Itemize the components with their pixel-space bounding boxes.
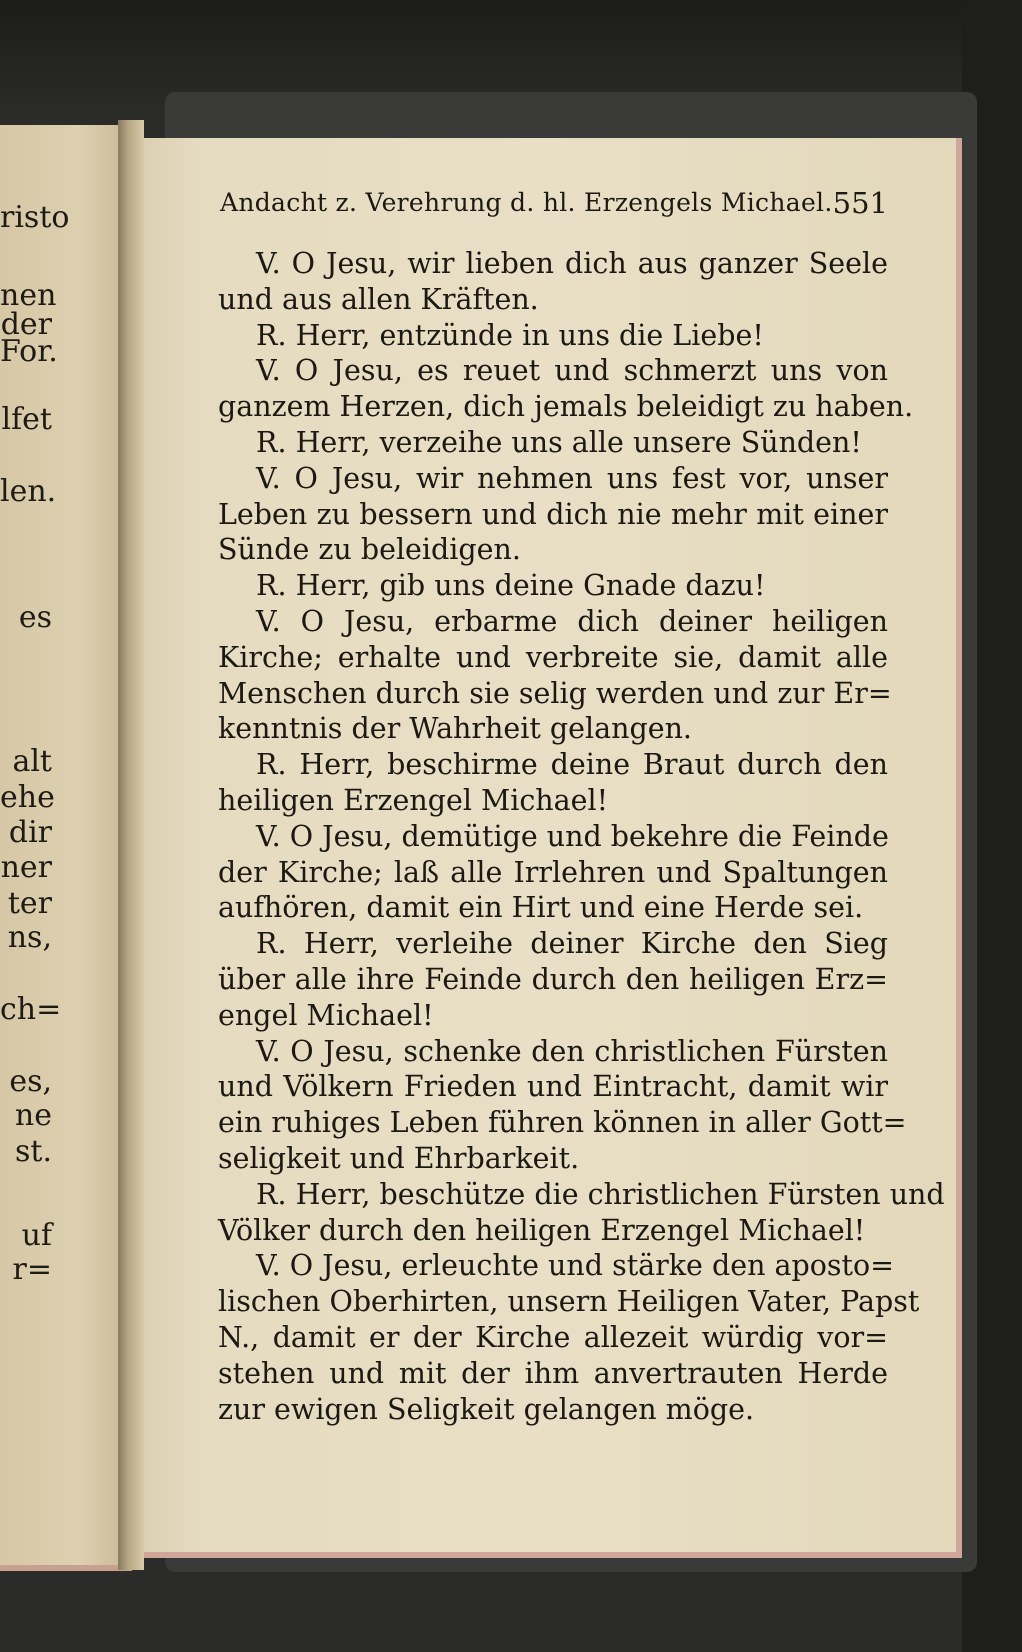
text-line: lischen Oberhirten, unsern Heiligen Vater, Papst [218, 1285, 920, 1319]
left-page-fragment: ch= [0, 992, 62, 1027]
verse-block [218, 604, 892, 747]
text-line: Völker durch den heiligen Erzengel Michael! [218, 1213, 866, 1247]
previous-page-edge [0, 125, 132, 1571]
left-page-fragment: risto [0, 200, 70, 235]
left-page-fragment: dir [8, 815, 52, 850]
text-line: Sünde zu beleidigen. [218, 533, 521, 567]
verse-block [218, 1177, 945, 1249]
text-line: stehen und mit der ihm anvertrauten Herde [218, 1356, 888, 1390]
text-line: Menschen durch sie selig werden und zur Er= [218, 676, 892, 710]
left-page-fragment: len. [0, 474, 57, 509]
page-header [220, 188, 888, 232]
text-line: kenntnis der Wahrheit gelangen. [218, 712, 692, 746]
left-page-fragment: r= [12, 1252, 52, 1287]
left-page-fragment: es, [9, 1064, 52, 1099]
text-line: der Kirche; laß alle Irrlehren und Spaltungen [218, 855, 888, 889]
left-page-fragment: ns, [7, 920, 52, 955]
left-page-fragment: ne [14, 1098, 52, 1133]
text-line: ganzem Herzen, dich jemals beleidigt zu haben. [218, 390, 914, 424]
text-line: R. Herr, entzünde in uns die Liebe! [256, 318, 764, 352]
left-page-fragment: lfet [1, 402, 52, 437]
left-page-fragment: For. [0, 334, 58, 369]
verse-block [218, 747, 888, 819]
text-line: heiligen Erzengel Michael! [218, 783, 609, 817]
text-line: V. O Jesu, erleuchte und stärke den aposto= [256, 1249, 894, 1283]
text-line: R. Herr, beschütze die christlichen Fürsten und [256, 1177, 945, 1211]
verse-block [218, 1248, 920, 1427]
text-line: ein ruhiges Leben führen können in aller Gott= [218, 1106, 907, 1140]
verse-block [218, 926, 888, 1033]
left-page-fragment: ter [7, 886, 52, 921]
left-page-fragment: es [18, 600, 52, 635]
text-line: seligkeit und Ehrbarkeit. [218, 1141, 580, 1175]
verse-block [218, 425, 888, 461]
page-number: 551 [832, 186, 888, 220]
text-line: N., damit er der Kirche allezeit würdig vor= [218, 1320, 888, 1354]
verse-block [218, 819, 888, 926]
text-line: V. O Jesu, demütige und bekehre die Feinde [256, 819, 889, 853]
text-line: engel Michael! [218, 998, 434, 1032]
text-line: R. Herr, verleihe deiner Kirche den Sieg [256, 927, 888, 961]
text-line: R. Herr, beschirme deine Braut durch den [256, 748, 888, 782]
text-line: V. O Jesu, wir nehmen uns fest vor, unser [256, 461, 888, 495]
text-line: V. O Jesu, wir lieben dich aus ganzer Seele [256, 247, 888, 280]
text-line: aufhören, damit ein Hirt und eine Herde sei. [218, 891, 864, 925]
left-page-fragment: st. [15, 1134, 52, 1169]
text-line: V. O Jesu, erbarme dich deiner heiligen [256, 604, 888, 638]
text-line: zur ewigen Seligkeit gelangen möge. [218, 1392, 755, 1426]
verse-block [218, 568, 888, 604]
verse-block [218, 461, 888, 568]
left-page-fragment: ner [0, 850, 52, 885]
verse-block [218, 353, 914, 425]
left-page-fragment: uf [21, 1218, 52, 1253]
verse-block [218, 318, 888, 354]
left-page-fragment: alt [12, 744, 52, 779]
text-line: V. O Jesu, es reuet und schmerzt uns von [256, 354, 888, 388]
left-page-fragment: ehe [0, 780, 55, 815]
text-line: Kirche; erhalte und verbreite sie, damit alle [218, 640, 888, 674]
text-line: und aus allen Kräften. [218, 282, 539, 316]
left-page-fragment: der [0, 307, 52, 342]
verse-block [218, 1034, 907, 1177]
verse-block [218, 246, 888, 318]
page-body [218, 246, 945, 1427]
text-line: V. O Jesu, schenke den christlichen Fürsten [256, 1034, 888, 1068]
left-page-fragment: nen [0, 278, 57, 313]
running-head: Andacht z. Verehrung d. hl. Erzengels Michael. [220, 188, 833, 217]
text-line: R. Herr, gib uns deine Gnade dazu! [256, 569, 766, 603]
text-line: über alle ihre Feinde durch den heiligen Erz= [218, 962, 888, 996]
text-line: Leben zu bessern und dich nie mehr mit einer [218, 497, 888, 531]
book-gutter [118, 120, 144, 1570]
text-line: und Völkern Frieden und Eintracht, damit wir [218, 1070, 888, 1104]
text-line: R. Herr, verzeihe uns alle unsere Sünden! [256, 425, 862, 459]
